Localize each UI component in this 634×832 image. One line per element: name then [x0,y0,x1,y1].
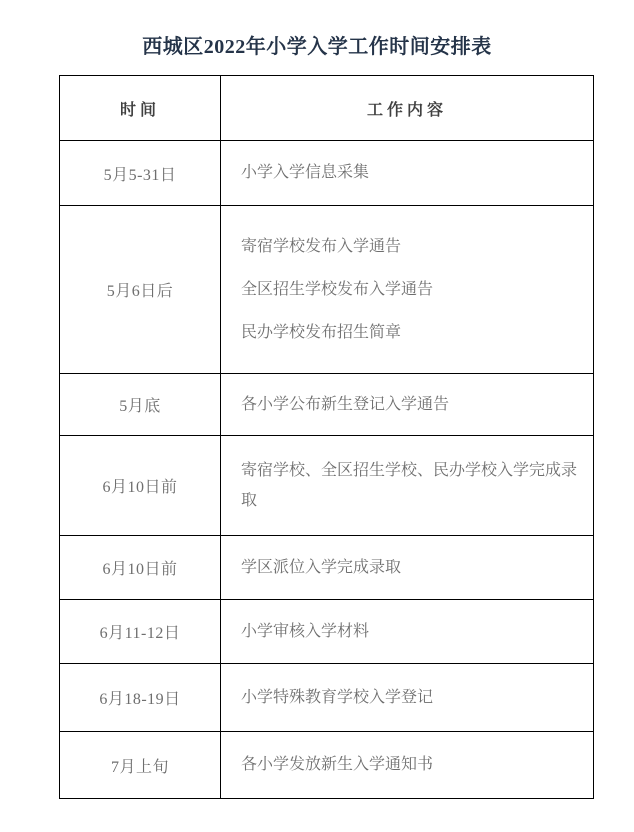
time-cell: 6月10日前 [60,536,221,600]
schedule-table [59,75,594,799]
task-cell [221,436,594,536]
task-cell [221,600,594,664]
task-cell [221,732,594,799]
table-row [60,536,594,600]
time-cell: 6月11-12日 [60,600,221,664]
task-text: 寄宿学校发布入学通告 [241,237,402,255]
column-header-time: 时间 [60,76,221,141]
time-cell: 5月底 [60,374,221,436]
table-row [60,374,594,436]
task-text: 各小学公布新生登记入学通告 [241,395,450,413]
task-text: 小学特殊教育学校入学登记 [241,688,434,706]
task-cell [221,374,594,436]
table-row [60,436,594,536]
task-text: 各小学发放新生入学通知书 [241,756,434,773]
task-text: 小学入学信息采集 [241,164,370,181]
table-row [60,664,594,732]
column-header-content: 工作内容 [221,76,594,141]
task-text: 小学审核入学材料 [241,622,370,640]
task-text: 民办学校发布招生简章 [241,323,402,341]
time-cell: 5月6日后 [60,206,221,374]
task-text: 学区派位入学完成录取 [241,558,402,576]
time-cell: 6月18-19日 [60,664,221,732]
task-cell [221,206,594,374]
task-cell [221,141,594,206]
page-title: 西城区2022年小学入学工作时间安排表 [142,36,492,58]
task-cell [221,664,594,732]
table-row [60,732,594,799]
time-cell: 6月10日前 [60,436,221,536]
time-cell: 7月上旬 [60,732,221,799]
time-cell: 5月5-31日 [60,141,221,206]
task-cell [221,536,594,600]
table-row [60,206,594,374]
table-row [60,600,594,664]
task-text: 全区招生学校发布入学通告 [241,280,434,298]
task-text: 寄宿学校、全区招生学校、民办学校入学完成录取 [241,461,578,509]
table-row [60,141,594,206]
table-header-row [60,76,594,141]
